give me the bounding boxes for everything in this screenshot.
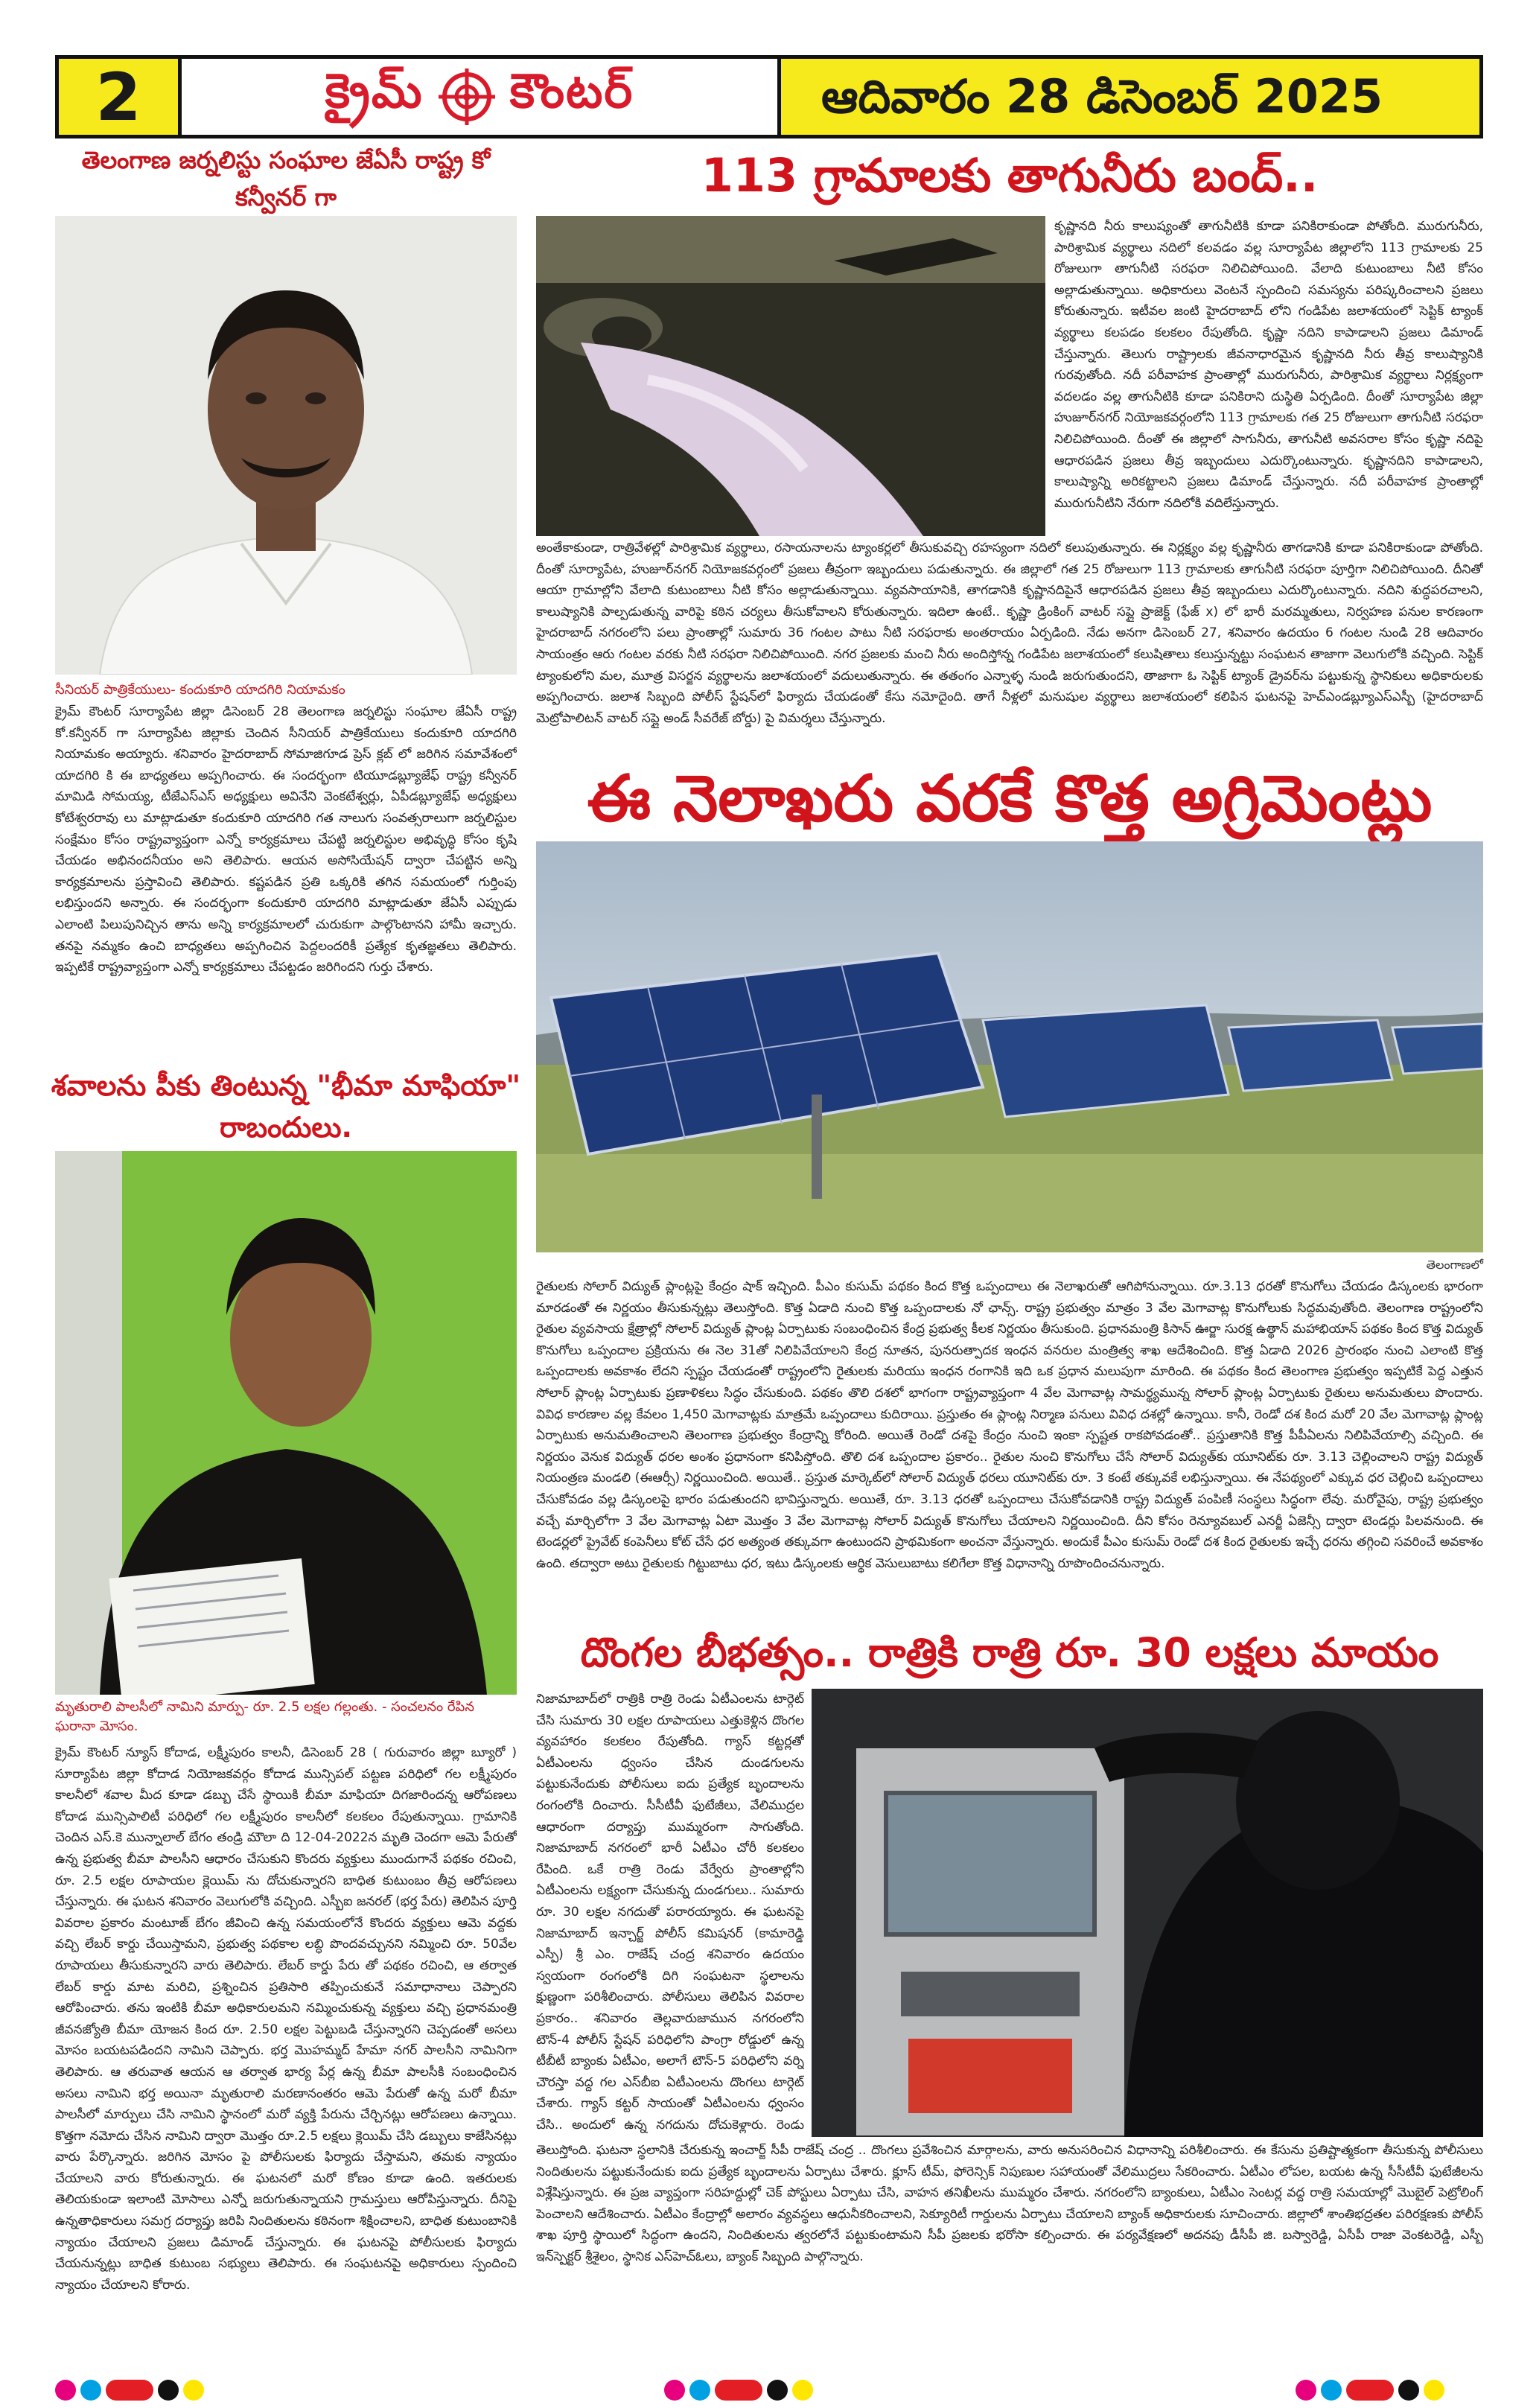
- story4-body: క్రైమ్ కౌంటర్ న్యూస్ కోదాడ, లక్ష్మీపురం కాలనీ, డిసెంబర్ 28 ( గురువారం జిల్లా బ్యూరో ) సూర్యాపేట జిల్లా కోదాడ నియోజకవర్గం కోదాడ మున్సిపల్ పట్టణ పరిధిలో గల లక్ష్మీపురం కాలనీలో శవాల మీద కూడా డబ్బు చేసే స్థాయికి బీమా మాఫియా దిగజారిందన్న ఆరోపణలు కోదాడ మున్సిపాలిటీ పరిధిలో గల లక్ష్మీపురం కాలనీలో కలకలం రేపుతున్నాయి. గ్రామానికి చెందిన ఎస్.కె మున్నాలాల్ బేగం తండ్రి మౌలా ది 12-04-2022న మృతి చెందగా ఆమె పేరుతో ఉన్న ప్రభుత్వ బీమా పాలసీని ఆధారం చేసుకుని కొందరు వ్యక్తులు ముందుగానే పథకం రచించి, రూ. 2.5 లక్షల రూపాయల క్లెయిమ్ ను దోచుకున్నారని బాధిత కుటుంబం తీవ్ర ఆరోపణలు చేస్తున్నారు. ఈ ఘటన శనివారం వెలుగులోకి వచ్చింది. ఎస్బీఐ జనరల్ (భర్త పేరు) తెలిపిన పూర్తి వివరాల ప్రకారం మంటూజ్ బేగం జీవించి ఉన్న సమయంలోనే కొందరు వ్యక్తులు ఆమె వద్దకు వచ్చి లేబర్ కార్డు చేయిస్తామని, ప్రభుత్వ పథకాల లబ్ధి పొందవచ్చునని నమ్మించి రూ. 50వేల రూపాయలు తీసుకున్నారని వారు తెలిపారు. లేబర్ కార్డు పేరు తో పథకం రచించి, ఆ తర్వాత లేబర్ కార్డు మాట మరిచి, ప్రశ్నించిన ప్రతిసారి తప్పించుకునే సమాధానాలు చెప్పారని ఆరోపించారు. తను ఇంటికి బీమా అధికారులమని నమ్మించుకున్న వ్యక్తులు వచ్చి ప్రధానమంత్రి జీవనజ్యోతి బీమా యోజన కింద రూ. 2.50 లక్షల పెట్టుబడి చేస్తున్నారని చెప్పడంతో అసలు మోసం బయటపడిందని నామిని చెప్పారు. భర్త మొహమ్మద్ హేమా నగర్ పాలసీని నామినిగా తెలిపారు. ఆ తరువాత ఆయన ఆ తర్వాత భార్య పేర్ల ఉన్న బీమా పాలసీకి సంబంధించిన అసలు నామిని భర్త అయినా మృతురాలి మరణానంతరం ఆమె పేరుతో ఉన్న మరో బీమా పాలసీలో మార్పులు చేసి నామిని స్థానంలో మరో వ్యక్తి పేరును చేర్చినట్లు ఆరోపణలు ఉన్నాయి. కొత్తగా నమోదు చేసిన నామిని ద్వారా మొత్తం రూ.2.5 లక్షలు క్లెయిమ్ చేసి డబ్బులు కాజేసినట్లు వారు పేర్కొన్నారు. జరిగిన మోసం పై పోలీసులకు ఫిర్యాదు చేస్తామని, తమకు న్యాయం చేయాలని వారు కోరుతున్నారు. ఈ ఘటనలో మరో కోణం కూడా ఉంది. ఇతరులకు తెలియకుండా ఇలాంటి మోసాలు ఎన్నో జరుగుతున్నాయని గ్రామస్తులు ఆరోపిస్తున్నారు. దీనిపై ఉన్నతాధికారులు సమగ్ర దర్యాప్తు జరిపి నిందితులను కఠినంగా శిక్షించాలని, బాధిత కుటుంబానికి న్యాయం చేయాలని ప్రజలు డిమాండ్ చేస్తున్నారు. ఈ ఘటనపై పోలీసులకు ఫిర్యాదు చేయనున్నట్లు బాధిత కుటుంబ సభ్యులు తెలిపారు. ఈ సంఘటనపై అధికారులు స్పందించి న్యాయం చేయాలని కోరారు.: [55, 1745, 517, 2293]
- story5-atm-photo: [812, 1689, 1483, 2137]
- logo-text-right: కౌంటర్: [509, 63, 634, 119]
- story1-portrait-photo: [55, 216, 517, 675]
- story5-headline: దొంగల బీభత్సం.. రాత్రికి రాత్రి రూ. 30 లక్షలు మాయం: [580, 1629, 1439, 1676]
- magenta-dot: [55, 2380, 76, 2401]
- black-dot: [158, 2380, 179, 2401]
- page-number: 2: [55, 55, 182, 138]
- story2-headline: 113 గ్రామాలకు తాగునీరు బంద్..: [701, 148, 1319, 203]
- story5-body-col: నిజామాబాద్‌లో రాత్రికి రాత్రి రెండు ఏటీఎంలను టార్గెట్ చేసి సుమారు 30 లక్షల రూపాయలు ఎత్తుకెళ్లిన దొంగల వ్యవహారం కలకలం రేపుతోంది. గ్యాస్ కట్టర్లతో ఏటీఎంలను ధ్వంసం చేసిన దుండగులను పట్టుకునేందుకు పోలీసులు ఐదు ప్రత్యేక బృందాలను రంగంలోకి దించారు. సీసీటీవీ ఫుటేజీలు, వేలిముద్రల ఆధారంగా దర్యాప్తు ముమ్మరంగా సాగుతోంది. నిజామాబాద్ నగరంలో భారీ ఏటీఎం చోరీ కలకలం రేపింది. ఒకే రాత్రి రెండు వేర్వేరు ప్రాంతాల్లోని ఏటీఎంలను లక్ష్యంగా చేసుకున్న దుండగులు.. సుమారు రూ. 30 లక్షల నగదుతో పరారయ్యారు. ఈ ఘటనపై నిజామాబాద్ ఇన్చార్జ్ పోలీస్ కమిషనర్ (కామారెడ్డి ఎస్పీ) శ్రీ ఎం. రాజేష్ చంద్ర శనివారం ఉదయం స్వయంగా రంగంలోకి దిగి సంఘటనా స్థలాలను క్షుణ్ణంగా పరిశీలించారు. పోలీసులు తెలిపిన వివరాల ప్రకారం.. శనివారం తెల్లవారుజామున నగరంలోని టౌన్-4 పోలీస్ స్టేషన్ పరిధిలోని పాంగ్రా రోడ్డులో ఉన్న టీబీటీ బ్యాంకు ఏటీఎం, అలాగే టౌన్-5 పరిధిలోని వర్ని చౌరస్తా వద్ద గల ఎస్‌బీఐ ఏటీఎంలను దొంగలు టార్గెట్ చేశారు. గ్యాస్ కట్టర్ సాయంతో ఏటీఎంలను ధ్వంసం చేసి.. అందులో ఉన్న నగదును దోచుకెళ్లారు. రెండు: [536, 1692, 804, 2133]
- color-registration-center: [664, 2380, 813, 2401]
- yellow-dot: [792, 2380, 813, 2401]
- masthead-logo: [182, 55, 777, 138]
- story2-body-top: కృష్ణానది నీరు కాలుష్యంతో తాగునీటికి కూడా పనికిరాకుండా పోతోంది. మురుగునీరు, పారిశ్రామిక వ్యర్థాలు నదిలో కలవడం వల్ల సూర్యాపేట జిల్లాలోని 113 గ్రామాలకు 25 రోజులుగా తాగునీటి సరఫరా నిలిచిపోయింది. వేలాది కుటుంబాలు నీటి కోసం అల్లాడుతున్నాయి. అధికారులు వెంటనే స్పందించి సమస్యను పరిష్కరించాలని ప్రజలు కోరుతున్నారు. ఇటీవల జంటి హైదరాబాద్ లోని గండిపేట జలాశయంలో సెప్టిక్ ట్యాంక్ వ్యర్థాలు కలపడం కలకలం రేపుతోంది. కృష్ణా నదిని కాపాడాలని ప్రజలు డిమాండ్ చేస్తున్నారు. తెలుగు రాష్ట్రాలకు జీవనాధారమైన కృష్ణానది నీరు తీవ్ర కాలుష్యానికి గురవుతోంది. నదీ పరీవాహక ప్రాంతాల్లో మురుగునీరు, పారిశ్రామిక వ్యర్థాలు నిర్లక్ష్యంగా వదలడం వల్ల తాగునీటికి కూడా పనికిరాని దుస్థితి ఏర్పడింది. దీంతో సూర్యాపేట జిల్లా హుజూర్‌నగర్ నియోజకవర్గంలోని 113 గ్రామాలకు గత 25 రోజులుగా తాగునీటి సరఫరా నిలిచిపోయింది. దీంతో ఈ జిల్లాలో సాగునీరు, తాగునీటి అవసరాల కోసం కృష్ణా నదిపై ఆధారపడిన ప్రజలు తీవ్ర ఇబ్బందులు ఎదుర్కొంటున్నారు. కృష్ణానదిని కాపాడాలని, కాలుష్యాన్ని అరికట్టాలని ప్రజలు డిమాండ్ చేస్తున్నారు. నదీ పరీవాహక ప్రాంతాల్లో మురుగునీటిని నేరుగా నదిలోకి వదిలేస్తున్నారు.: [1054, 219, 1483, 511]
- story3-body: రైతులకు సోలార్ విద్యుత్ ప్లాంట్లపై కేంద్రం షాక్ ఇచ్చింది. పీఎం కుసుమ్ పథకం కింద కొత్త ఒప్పందాలు ఈ నెలాఖరుతో ఆగిపోనున్నాయి. రూ.3.13 ధరతో కొనుగోలు చేయడం డిస్కంలకు భారంగా మారడంతో ఈ నిర్ణయం తీసుకున్నట్లు తెలుస్తోంది. కొత్త ఏడాది నుంచి కొత్త ఒప్పందాలకు నో ఛాన్స్. రాష్ట్ర ప్రభుత్వం మాత్రం 3 వేల మెగావాట్ల కొనుగోలుకు సిద్ధమవుతోంది. తెలంగాణ రాష్ట్రంలోని రైతుల వ్యవసాయ క్షేత్రాల్లో సోలార్ విద్యుత్ ప్లాంట్ల ఏర్పాటుకు సంబంధించిన కేంద్ర ప్రభుత్వ కీలక నిర్ణయం తీసుకుంది. ప్రధానమంత్రి కిసాన్ ఊర్జా సురక్ష ఉత్థాన్ మహాభియాన్ పథకం కింద కొత్త విద్యుత్ కొనుగోలు ఒప్పందాల ప్రక్రియను ఈ నెల 31తో నిలిపివేయాలని కేంద్ర నూతన, పునరుత్పాదక ఇంధన వనరుల మంత్రిత్వ శాఖ ఆదేశించింది. కొత్త ఏడాది 2026 ప్రారంభం నుంచి ఎలాంటి కొత్త ఒప్పందాలకు అవకాశం లేదని స్పష్టం చేయడంతో రాష్ట్రంలోని రైతులకు మరియు ఇంధన రంగానికి ఇది ఒక ప్రధాన మలుపుగా మారింది. ఈ పథకం కింద తెలంగాణ ప్రభుత్వం ఇప్పటికే పెద్ద ఎత్తున సోలార్ ప్లాంట్ల ఏర్పాటుకు ప్రణాళికలు సిద్ధం చేసుకుంది. పథకం తొలి దశలో భాగంగా రాష్ట్రవ్యాప్తంగా 4 వేల మెగావాట్ల సామర్థ్యమున్న సోలార్ ప్లాంట్ల ఏర్పాటుకు రైతులు అనుమతులు పొందారు. వివిధ కారణాల వల్ల కేవలం 1,450 మెగావాట్లకు మాత్రమే ఒప్పందాలు కుదిరాయి. ప్రస్తుతం ఈ ప్లాంట్ల నిర్మాణ పనులు వివిధ దశల్లో ఉన్నాయి. కానీ, రెండో దశ కింద మరో 20 వేల మెగావాట్ల ప్లాంట్ల ఏర్పాటుకు అనుమతించాలని తెలంగాణ ప్రభుత్వం కేంద్రాన్ని కోరింది. అయితే రెండో దశపై కేంద్రం నుంచి ఇంకా స్పష్టత రాకపోవడంతో.. ప్రస్తుతానికి కొత్త పీపీఏలను నిలిపివేయాల్సి వచ్చింది. ఈ నిర్ణయం వెనుక విద్యుత్ ధరల అంశం ప్రధానంగా కనిపిస్తోంది. తొలి దశ ఒప్పందాల ప్రకారం.. రైతుల నుంచి కొనుగోలు చేసే సోలార్ విద్యుత్‌కు యూనిట్‌కు రూ. 3.13 చెల్లించాలని రాష్ట్ర విద్యుత్ నియంత్రణ మండలి (ఈఆర్సీ) నిర్ణయించింది. అయితే.. ప్రస్తుత మార్కెట్‌లో సోలార్ విద్యుత్ ధరలు యూనిట్‌కు రూ. 3 కంటే తక్కువకే లభిస్తున్నాయి. ఈ నేపథ్యంలో ఎక్కువ ధర చెల్లించి ఒప్పందాలు చేసుకోవడం వల్ల డిస్కంలపై భారం పడుతుందని భావిస్తున్నారు. అయితే, రూ. 3.13 ధరతో ఒప్పందాలు చేసుకోవడానికి రాష్ట్ర విద్యుత్ పంపిణీ సంస్థలు సిద్ధంగా లేవు. మరోవైపు, రాష్ట్ర ప్రభుత్వం వచ్చే మార్చిలోగా 3 వేల మెగావాట్ల ఏటా మొత్తం 3 వేల మెగావాట్ల సోలార్ విద్యుత్ కొనుగోలు చేయాలని నిర్ణయించింది. దీని కోసం రెన్యూవబుల్ ఎనర్జీ ఏజెన్సీ ద్వారా టెండర్లు పిలవనుంది. ఈ టెండర్లలో ప్రైవేట్ కంపెనీలు కోట్ చేసే ధర అత్యంత తక్కువగా ఉంటుందని ప్రాథమికంగా అంచనా వేస్తున్నారు. అందుకే పీఎం కుసుమ్ రెండో దశ కింద రైతులకు ఇచ్చే ధరను తగ్గించి సవరించే అవకాశం ఉంది. తద్వారా అటు రైతులకు గిట్టుబాటు ధర, ఇటు డిస్కంలకు ఆర్థిక వెసులుబాటు కలిగేలా కొత్త విధానాన్ని రూపొందించనున్నారు.: [536, 1279, 1483, 1571]
- cyan-dot: [80, 2380, 101, 2401]
- story4-woman-photo: [55, 1151, 517, 1695]
- story2-body-full: అంతేకాకుండా, రాత్రివేళల్లో పారిశ్రామిక వ్యర్థాలు, రసాయనాలను ట్యాంకర్లలో తీసుకువచ్చి రహస్యంగా నదిలో కలుపుతున్నారు. ఈ నిర్లక్ష్యం వల్ల కృష్ణానీరు తాగడానికి కూడా పనికిరాకుండా పోతోంది. దీంతో సూర్యాపేట, హుజూర్‌నగర్ నియోజకవర్గంలో ప్రజలు తీవ్రంగా ఇబ్బందులు పడుతున్నారు. ఈ జిల్లాలో గత 25 రోజులుగా 113 గ్రామాలకు తాగునీటి సరఫరా పూర్తిగా నిలిచిపోయింది. దీనితో ఆయా గ్రామాల్లోని వేలాది కుటుంబాలు నీటి కోసం అల్లాడుతున్నాయి. వ్యవసాయానికి, తాగడానికి కృష్ణానదిపైనే ఆధారపడిన ప్రజలు తీవ్ర ఇబ్బందులు ఎదుర్కొంటున్నారు. నదిని శుద్ధపరచాలని, కాలుష్యానికి పాల్పడుతున్న వారిపై కఠిన చర్యలు తీసుకోవాలని కోరుతున్నారు. ఇదిలా ఉంటే.. కృష్ణా డ్రింకింగ్ వాటర్ సప్లై ప్రాజెక్ట్ (ఫేజ్ x) లో భారీ మరమ్మతులు, నిర్వహణ పనుల కారణంగా హైదరాబాద్ నగరంలోని పలు ప్రాంతాల్లో సుమారు 36 గంటల పాటు నీటి సరఫరాకు అంతరాయం ఏర్పడింది. నేడు అనగా డిసెంబర్ 27, శనివారం ఉదయం 6 గంటల నుండి 28 ఆదివారం సాయంత్రం ఆరు గంటల వరకు నీటి సరఫరా నిలిచిపోయింది. నగర ప్రజలకు మంచి నీరు అందిస్తోన్న గండిపేట జలాశయంలో కలుషితాలు కలుస్తున్నట్టు సంఘటన తాజాగా వెలుగులోకి వచ్చింది. సెప్టిక్ ట్యాంకులోని మల, మూత్ర విసర్జన వ్యర్థాలను జలాశయంలో వదులుతున్నారు. ఈ తతంగం ఎన్నాళ్ళ నుండి జరుగుతుందని, తాజాగా ఓ సెప్టిక్ ట్యాంక్ డ్రైవర్‌ను పట్టుకున్న స్థానికులు అధికారులకు అప్పగించారు. జలాశ సిబ్బంది పోలీస్ స్టేషన్‌లో ఫిర్యాదు చేయడంతో కేసు నమోదైంది. తాగే నీళ్లలో మనుషుల వ్యర్థాలు జలాశయంలో కలిపిన ఘటనపై హెచ్ఎండబ్ల్యూఎస్ఎస్బీ (హైదరాబాద్ మెట్రోపాలిటన్ వాటర్ సప్లై అండ్ సీవరేజ్ బోర్డు) పై విమర్శలు చేస్తున్నారు.: [536, 541, 1483, 726]
- story5-body-full: తెలుస్తోంది. ఘటనా స్థలానికి చేరుకున్న ఇంచార్జ్ సీపీ రాజేష్ చంద్ర .. దొంగలు ప్రవేశించిన మార్గాలను, వారు అనుసరించిన విధానాన్ని పరిశీలించారు. ఈ కేసును ప్రతిష్టాత్మకంగా తీసుకున్న పోలీసులు నిందితులను పట్టుకునేందుకు ఐదు ప్రత్యేక బృందాలను ఏర్పాటు చేశారు. క్లూస్ టీమ్, ఫోరెన్సిక్ నిపుణుల సహాయంతో వేలిముద్రలు సేకరించారు. ఏటీఎం లోపల, బయట ఉన్న సీసీటీవీ ఫుటేజీలను విశ్లేషిస్తున్నారు. ఈ ప్రజ వ్యాప్తంగా సరిహద్దుల్లో చెక్ పోస్టులు ఏర్పాటు చేసి, వాహన తనిఖీలను ముమ్మరం చేశారు. నగరంలోని బ్యాంకులు, ఏటీఎం సెంటర్ల వద్ద రాత్రి సమయాల్లో మొబైల్ పెట్రోలింగ్ పెంచాలని ఆదేశించారు. ఏటీఎం కేంద్రాల్లో అలారం వ్యవస్థలు ఆధునీకరించాలని, సెక్యూరిటీ గార్డులను ఏర్పాటు చేయాలని బ్యాంక్ అధికారులకు సూచించారు. జిల్లాలో శాంతిభద్రతల పరిరక్షణకు పోలీస్ శాఖ పూర్తి స్థాయిలో సిద్ధంగా ఉందని, నిందితులను త్వరలోనే పట్టుకుంటామని సీపీ ప్రజలకు భరోసా కల్పించారు. ఈ పర్యవేక్షణలో అదనపు డీసీపీ జి. బస్వారెడ్డి, ఏసీపీ రాజా వెంకటరెడ్డి, ఎస్బీ ఇన్‌స్పెక్టర్ శ్రీశైలం, స్థానిక ఎస్‌హెచ్‌ఓలు, బ్యాంక్ సిబ్బంది పాల్గొన్నారు.: [536, 2143, 1483, 2264]
- red-bar: [106, 2380, 153, 2401]
- color-registration-right: [1296, 2380, 1444, 2401]
- story2-river-photo: [536, 216, 1045, 536]
- logo-text-left: క్రైమ్: [325, 63, 424, 119]
- story4-headline: శవాలను పీకు తింటున్న "భీమా మాఫియా" రాబందులు.: [51, 1069, 521, 1144]
- issue-date: ఆదివారం 28 డిసెంబర్ 2025: [777, 55, 1483, 138]
- story3-headline: ఈ నెలాఖరు వరకే కొత్త అగ్రిమెంట్లు: [587, 762, 1433, 836]
- yellow-dot: [1424, 2380, 1444, 2401]
- red-bar: [715, 2380, 762, 2401]
- magenta-dot: [1296, 2380, 1316, 2401]
- story4-photo-caption: మృతురాలి పాలసీలో నామిని మార్పు- రూ. 2.5 లక్షల గల్లంతు. - సంచలనం రేపిన ఘరానా మోసం.: [55, 1699, 474, 1734]
- black-dot: [767, 2380, 788, 2401]
- story1-photo-caption: సీనియర్ పాత్రికేయులు- కందుకూరి యాదగిరి నియామకం: [55, 682, 345, 698]
- crosshair-icon: [437, 67, 497, 127]
- color-registration-left: [55, 2380, 204, 2401]
- story1-body: క్రైమ్ కౌంటర్ సూర్యాపేట జిల్లా డిసెంబర్ 28 తెలంగాణ జర్నలిస్టు సంఘాల జేఏసీ రాష్ట్ర కో.కన్వీనర్ గా సూర్యాపేట జిల్లాకు చెందిన సీనియర్ పాత్రికేయులు కందుకూరి యాదగిరి నియామకం అయ్యారు. శనివారం హైదరాబాద్ సోమాజిగూడ ప్రెస్ క్లబ్ లో జరిగిన సమావేశంలో యాదగిరి కి ఈ బాధ్యతలు అప్పగించారు. ఈ సందర్భంగా టియూడబ్ల్యూజేఫ్ రాష్ట్ర కన్వీనర్ మామిడి సోమయ్య, టీజేఎస్ఎస్ అధ్యక్షులు అవినేని వెంకటేశ్వర్లు, ఏపీడబ్ల్యూజేఫ్ అధ్యక్షులు కోటేశ్వరరావు లు మాట్లాడుతూ కందుకూరి యాదగిరి గత నాలుగు సంవత్సరాలుగా జర్నలిస్టుల సంక్షేమం కోసం రాష్ట్రవ్యాప్తంగా ఎన్నో కార్యక్రమాలు చేపట్టి జర్నలిస్టుల అభివృద్ధి కోసం కృషి చేయడం అభినందనీయం అని తెలిపారు. ఆయన అసోసియేషన్ ద్వారా చేపట్టిన అన్ని కార్యక్రమాలను ప్రస్తావించి తెలిపారు. కష్టపడిన ప్రతి ఒక్కరికి తగిన సమయంలో గుర్తింపు లభిస్తుందని అన్నారు. ఈ సందర్భంగా కందుకూరి యాదగిరి మాట్లాడుతూ జేఏసీ ఎప్పుడు ఎలాంటి పిలుపునిచ్చిన తాను అన్ని కార్యక్రమాలలో చురుకుగా పాల్గొంటానని హామీ ఇచ్చారు. తనపై నమ్మకం ఉంచి బాధ్యతలు అప్పగించిన పెద్దలందరికీ ప్రత్యేక కృతజ్ఞతలు తెలిపారు. ఇప్పటికే రాష్ట్రవ్యాప్తంగా ఎన్నో కార్యక్రమాలు చేపట్టడం జరిగిందని గుర్తు చేశారు.: [55, 704, 517, 975]
- cyan-dot: [689, 2380, 710, 2401]
- cyan-dot: [1321, 2380, 1342, 2401]
- black-dot: [1398, 2380, 1419, 2401]
- yellow-dot: [183, 2380, 204, 2401]
- story1-kicker: తెలంగాణ జర్నలిస్టు సంఘాల జేఏసీ రాష్ట్ర కో కన్వీనర్ గా: [81, 146, 491, 211]
- story3-photo-credit: తెలంగాణలో: [1426, 1258, 1483, 1272]
- magenta-dot: [664, 2380, 685, 2401]
- story3-solar-photo: [536, 841, 1483, 1252]
- red-bar: [1346, 2380, 1394, 2401]
